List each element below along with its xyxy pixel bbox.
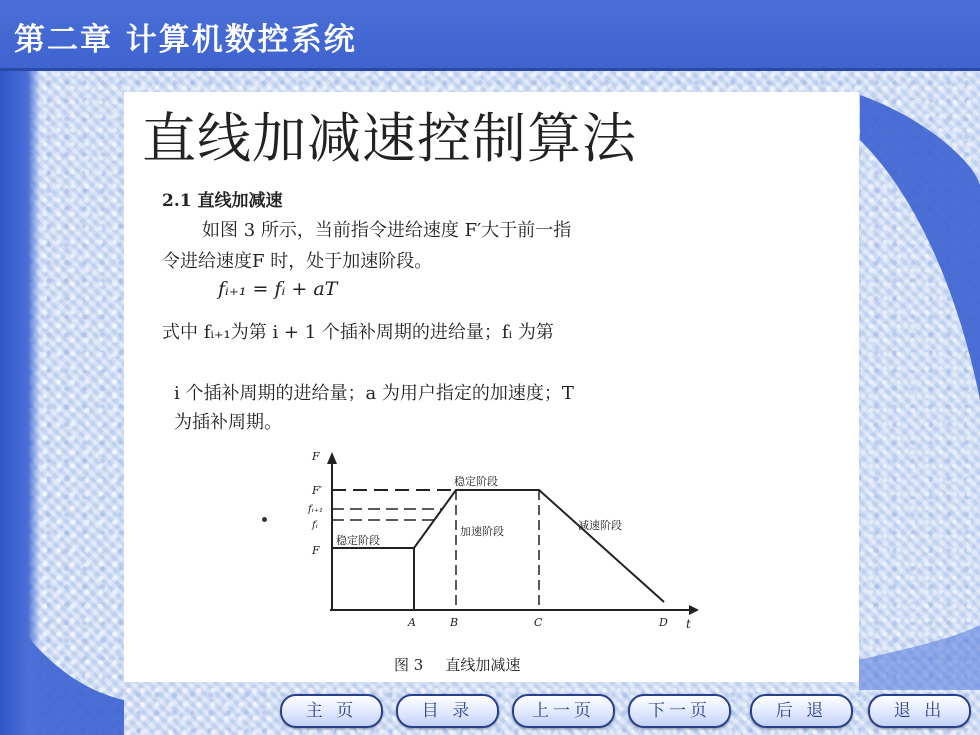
speed-profile-line <box>332 490 664 602</box>
chapter-title: 第二章 计算机数控系统 <box>14 22 357 58</box>
x-tick-label: A <box>408 616 416 629</box>
phase-label-decel: 减速阶段 <box>578 519 622 532</box>
navigation-bar <box>280 694 970 728</box>
exit-button[interactable]: 退 出 <box>868 694 971 728</box>
figure-number: 图 3 <box>394 656 424 674</box>
header-bar <box>0 0 980 71</box>
x-tick-label: D <box>659 616 668 629</box>
section-heading: 2.1 直线加减速 <box>162 191 283 211</box>
back-button[interactable]: 后 退 <box>750 694 853 728</box>
next-page-button[interactable]: 下一页 <box>628 694 731 728</box>
f-axis-label: F <box>312 450 320 463</box>
slide-content-image <box>124 92 859 682</box>
y-tick-label: F <box>312 544 320 557</box>
bullet-dot <box>262 517 267 522</box>
paragraph-line: i 个插补周期的进给量；a 为用户指定的加速度；T <box>174 383 574 404</box>
y-tick-label: fᵢ <box>312 520 318 531</box>
paragraph-line: 如图 3 所示，当前指令进给速度 F′大于前一指 <box>202 220 572 241</box>
slide-title: 直线加减速控制算法 <box>142 107 637 170</box>
x-tick-label: B <box>450 616 459 629</box>
phase-label-stable-top: 稳定阶段 <box>454 475 498 488</box>
figure-caption <box>394 654 542 675</box>
figure-caption-text: 直线加减速 <box>445 656 521 674</box>
x-tick-label: C <box>534 616 543 629</box>
formula: fᵢ₊₁ = fᵢ + aT <box>218 278 338 300</box>
contents-button[interactable]: 目 录 <box>396 694 499 728</box>
previous-page-button[interactable]: 上一页 <box>512 694 615 728</box>
left-decorative-band <box>0 68 40 735</box>
home-button[interactable]: 主 页 <box>280 694 383 728</box>
phase-label-accel: 加速阶段 <box>460 525 504 538</box>
paragraph-line: 令进给速度F 时，处于加速阶段。 <box>162 251 433 272</box>
y-tick-label: F′ <box>312 484 323 497</box>
t-axis-arrow <box>689 605 699 615</box>
t-axis-label: t <box>686 617 691 631</box>
speed-profile-figure <box>124 92 859 682</box>
y-tick-label: fᵢ₊₁ <box>308 504 323 515</box>
paragraph-line: 为插补周期。 <box>174 412 282 433</box>
paragraph-line: 式中 fᵢ₊₁为第 i + 1 个插补周期的进给量；fᵢ 为第 <box>162 322 554 343</box>
f-axis-arrow <box>327 452 337 464</box>
phase-label-stable-low: 稳定阶段 <box>336 534 380 547</box>
